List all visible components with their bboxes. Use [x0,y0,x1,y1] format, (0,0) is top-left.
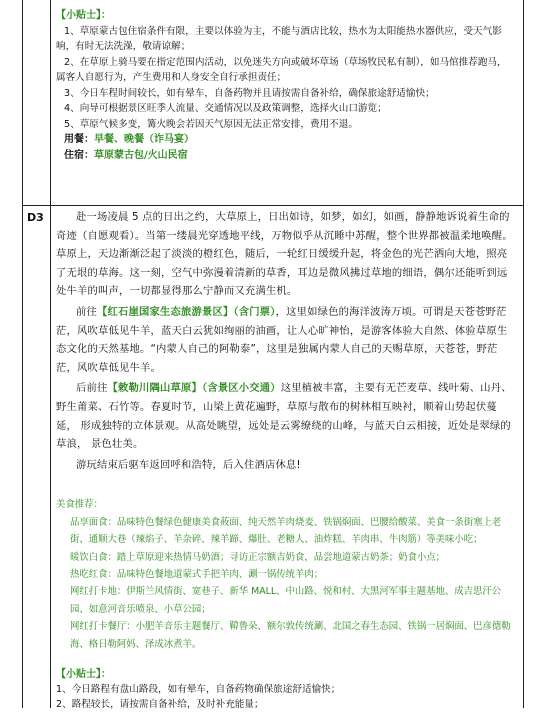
food-item [56,566,517,583]
food-text: 品味特色餐绿色健康美食莜面、纯天然羊肉烧麦、铁锅焖面、巴腰给酸菜、美食一条街塞上老街、通顺大巷（辣焰子、羊杂碎、辣羊蹄、爆肚、老糖人、油炸糕、羊肉串、牛肉筋）等美味小吃； [70,516,502,546]
food-label: 暖饮白食： [70,551,117,563]
tip-item: 1、草原蒙古包住宿条件有限，主要以体验为主，不能与酒店比较，热水为太阳能热水器供应，受天气影 [64,25,502,37]
food-text: 伊斯兰风情街、宽巷子、新华 MALL、中山路、悦和村、大黑河军事主题基地、成吉思汗公园、如意河音乐喷泉、小草公园； [70,586,502,615]
food-text: 品味特色餐地道蒙式手把羊肉、涮一锅传统羊肉； [116,568,324,580]
food-item [56,514,517,549]
tips-title: 【小贴士】： [56,10,111,21]
para-text: 这里植被丰富，主要有无芒麦草、线叶菊、山丹、 野生莆菜、石竹等。春夏时节，山梁上黄花遍野，草原与散布的树林相互映衬，顺着山势起伏蔓延， 形成独特的立体景观。从高处眺望，远处是云雾缭绕的山峰，与蓝天白云相接，近处是翠绿的草浪， 景色壮美。 [56,382,512,451]
tip-item: 2、路程较长，请按需自备补给，及时补充能量； [56,699,264,711]
food-section [56,496,517,653]
food-title: 美食推荐： [56,499,103,511]
tip-item: 5、草原气候多变，篝火晚会若因天气原因无法正常安排，费用不退。 [64,118,358,130]
food-label: 热吃红食： [70,568,117,580]
tips-section-bottom [56,667,517,712]
stay-label: 住宿： [64,149,94,161]
day-label: D3 [27,211,44,224]
meals-line [56,132,517,148]
para-text: 前往 [76,305,97,318]
itinerary-table [22,0,524,711]
food-text: 踏上草原迎来热情马奶酒；寻访正宗额吉奶食，品尝地道蒙古奶茶；奶食小点； [116,551,446,563]
stay-line [56,148,517,164]
row-divider [23,205,523,206]
para-text: 后前往 [76,382,108,395]
scenic-spot-name: 【敕勒川隅山草原】（含景区小交通） [107,382,281,395]
food-text: 小肥羊音乐主题餐厅、鞥鲁朵、额尔敦传统涮、北国之春生态园、铁锅一居焖面、巴彦德勒海、格日勒阿妈、泽成冰煮羊。 [70,621,511,650]
tip-item: 4、向导可根据景区旺季人流量、交通情况以及政策调整，选择火山口游览； [64,103,387,114]
meals-label: 用餐： [64,134,94,145]
day-content [56,208,517,712]
tip-item: 响，有时无法洗澡，敬请谅解； [56,41,191,52]
stay-value: 草原蒙古包/火山民宿 [94,149,188,161]
para-text: ，这里如绿色的海洋波涛万顷。可谓是天苍苍野茫茫，风吹草低见牛羊，蓝天白云犹如绚丽的油画，让人心旷神怡，是游客体验大自然、体验草原生态文化的天然基地。“内蒙人自己的阿勒泰”，这里是独属内蒙人自己的天赐草原，天苍苍，野茫茫，风吹草低见牛羊。 [56,305,508,374]
food-item [56,618,517,653]
food-item [56,549,517,566]
food-item [56,583,517,618]
food-label: 网红打卡地： [70,586,127,598]
sunrise-paragraph: 赴一场凌晨 5 点的日出之约，大草原上，日出如诗，如梦，如幻，如画，静静地诉说着生命的奇迹（自愿观看）。当第一缕晨光穿透地平线，万物似乎从沉睡中苏醒，整个世界都被温柔地唤醒。草原上，天边渐渐泛起了淡淡的橙红色，随后，一轮红日缓缓升起，将金色的光芒洒向大地，照亮了无垠的草海。这一刻，空气中弥漫着清新的草香，耳边是微风拂过草地的细语，偶尔还能听到远处牛羊的叫声，一切都显得那么宁静而又充满生机。 [56,211,513,298]
day-column [23,0,51,708]
hongshiya-paragraph [56,303,517,377]
tips-title: 【小贴士】： [56,668,111,680]
scenic-spot-name: 【红石崖国家生态旅游景区】（含门票） [97,305,276,318]
meals-value: 早餐、晚餐（诈马宴） [94,134,194,145]
tip-item: 3、今日车程时间较长，如有晕车，自备药物并且请按需自备补给，确保旅途舒适愉快； [64,87,435,99]
tips-section-top [56,8,517,163]
tip-item: 2、在草原上骑马要在指定范围内活动，以免迷失方向或破坏草场（草场牧民私有制），如马倌推荐跑马， [64,56,507,68]
food-label: 网红打卡餐厅： [70,621,136,633]
tip-item: 1、今日路程有盘山路段，如有晕车，自备药物确保旅途舒适愉快； [56,684,341,696]
chilechuan-paragraph [56,379,517,453]
food-label: 品享面食： [70,516,117,528]
return-paragraph: 游玩结束后驱车返回呼和浩特，后入住酒店休息! [76,458,301,471]
tip-item: 属客人自愿行为，产生费用和人身安全自行承担责任； [56,72,287,83]
